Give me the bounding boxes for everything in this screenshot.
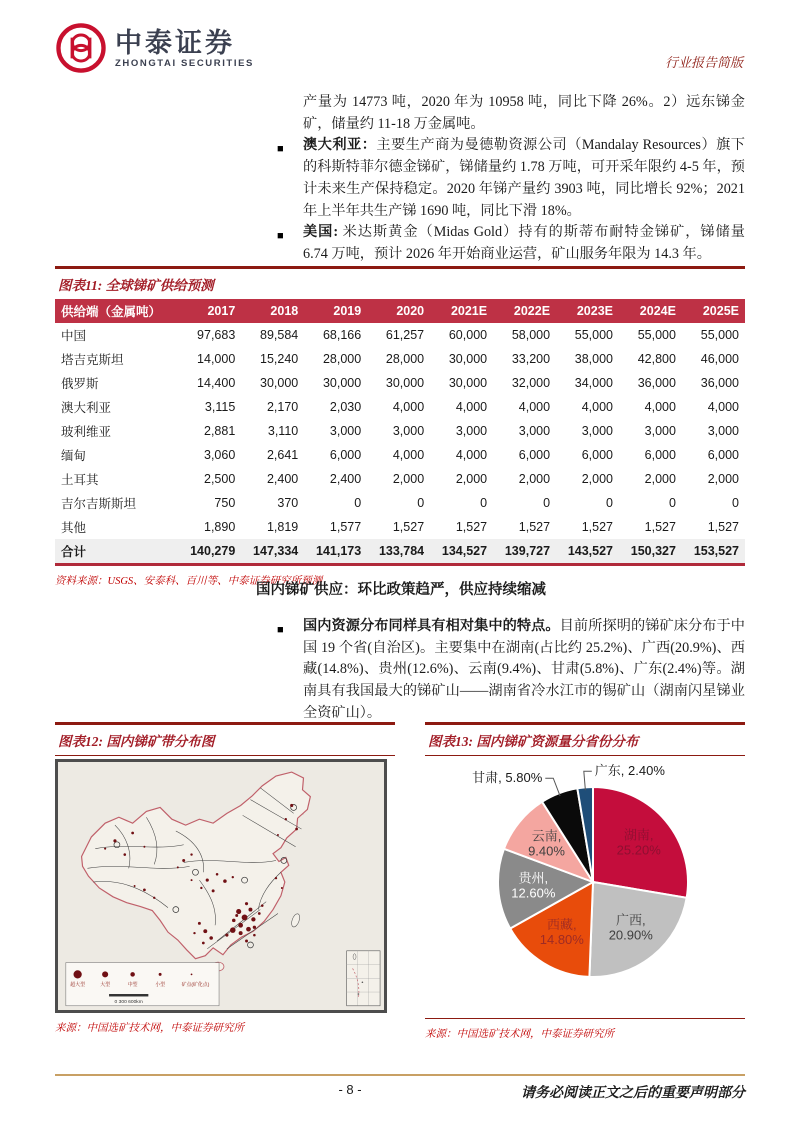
value-cell: 0	[354, 496, 362, 510]
value-cell: 153,527	[682, 539, 745, 563]
value-cell: 34,000	[574, 376, 613, 390]
value-cell: 30,000	[260, 376, 299, 390]
value-cell: 28,000	[385, 352, 425, 366]
section-heading: 国内锑矿供应：环比政策趋严，供应持续缩减	[256, 582, 546, 598]
figure12-source: 来源：中国选矿技术网，中泰证券研究所	[55, 1023, 244, 1034]
bullet-lead: 澳大利亚：	[303, 137, 377, 154]
supply-table-col-header: 2022E	[493, 299, 556, 323]
supply-table-col-header: 2021E	[430, 299, 493, 323]
bullet-text: 主要生产商为曼德勒资源公司（Mandalay Resources）旗下的科斯特菲尔德金锑矿，锑储量约 1.78 万吨，可开采年限约 4-5 年，预计未来生产保持稳定。2020 年锑产量约 3903 吨，同比增长 92%；2021 年上半年共生产锑 1690 吨，同比下滑 18%。	[303, 137, 745, 219]
figure13-source: 来源：中国选矿技术网，中泰证券研究所	[425, 1029, 614, 1040]
value-cell: 2,000	[644, 472, 676, 486]
pie-label-甘肃: 甘肃, 5.80%	[472, 770, 543, 786]
row-label-cell: 合计	[55, 539, 178, 563]
table-row	[55, 323, 745, 347]
value-cell: 4,000	[392, 448, 425, 462]
footer-disclaimer: 请务必阅读正文之后的重要声明部分	[521, 1086, 745, 1101]
value-cell: 3,060	[204, 448, 236, 462]
value-cell: 6,000	[644, 448, 676, 462]
value-cell: 1,527	[518, 520, 551, 534]
value-cell: 6,000	[707, 448, 739, 462]
value-cell: 133,784	[367, 539, 430, 563]
value-cell: 61,257	[385, 328, 425, 342]
value-cell: 0	[543, 496, 551, 510]
value-cell: 2,500	[204, 472, 236, 486]
map-legend-label: 矿点(矿化点)	[181, 983, 210, 989]
value-cell: 1,527	[707, 520, 739, 534]
map-sea-inset	[347, 951, 380, 1006]
map-legend-label: 中型	[127, 983, 138, 989]
value-cell: 6,000	[581, 448, 613, 462]
table-row	[55, 395, 745, 419]
row-label-cell: 俄罗斯	[61, 377, 99, 391]
value-cell: 1,527	[455, 520, 488, 534]
value-cell: 89,584	[260, 328, 299, 342]
value-cell: 3,000	[392, 424, 425, 438]
supply-table-col-header: 2019	[304, 299, 367, 323]
value-cell: 150,327	[619, 539, 682, 563]
value-cell: 2,400	[329, 472, 362, 486]
value-cell: 1,527	[644, 520, 676, 534]
value-cell: 97,683	[197, 328, 236, 342]
row-label-cell: 缅甸	[61, 449, 87, 463]
supply-table-col-header: 2017	[178, 299, 241, 323]
table-row	[55, 467, 745, 491]
value-cell: 2,881	[204, 424, 236, 438]
bullet-square-icon: ■	[277, 624, 284, 636]
bullet-square-icon: ■	[277, 230, 284, 243]
value-cell: 36,000	[700, 376, 739, 390]
bullet-square-icon: ■	[277, 143, 284, 156]
value-cell: 30,000	[448, 376, 488, 390]
value-cell: 2,000	[707, 472, 739, 486]
value-cell: 3,000	[644, 424, 676, 438]
table-row	[55, 419, 745, 443]
value-cell: 4,000	[644, 400, 676, 414]
value-cell: 2,000	[392, 472, 425, 486]
value-cell: 0	[480, 496, 488, 510]
value-cell: 3,000	[329, 424, 362, 438]
table-row	[55, 539, 745, 563]
value-cell: 38,000	[574, 352, 613, 366]
value-cell: 30,000	[448, 352, 488, 366]
intro-text-block	[277, 92, 745, 266]
bullet-lead: 美国:	[303, 224, 343, 241]
brand-name-en: ZHONGTAI SECURITIES	[115, 57, 254, 69]
bullet-lead: 国内资源分布同样具有相对集中的特点。	[303, 618, 560, 634]
value-cell: 55,000	[574, 328, 613, 342]
value-cell: 0	[606, 496, 613, 510]
value-cell: 33,200	[511, 352, 551, 366]
pie-label-云南: 云南, 9.40%	[528, 828, 565, 859]
value-cell: 2,170	[266, 400, 299, 414]
value-cell: 1,527	[392, 520, 425, 534]
china-map-image	[58, 762, 384, 1010]
figure13-pie-block	[425, 722, 745, 1041]
figure11-title: 图表11: 全球锑矿供给预测	[55, 266, 745, 299]
value-cell: 55,000	[700, 328, 739, 342]
pie-label-广东: 广东, 2.40%	[594, 763, 665, 779]
value-cell: 14,000	[197, 352, 236, 366]
value-cell: 4,000	[707, 400, 739, 414]
value-cell: 0	[669, 496, 676, 510]
table-row	[55, 347, 745, 371]
map-legend-label: 小型	[155, 983, 166, 989]
row-label-cell: 吉尔吉斯斯坦	[61, 497, 137, 511]
value-cell: 4,000	[581, 400, 613, 414]
value-cell: 6,000	[329, 448, 362, 462]
figure12-title: 图表12: 国内锑矿带分布图	[55, 722, 395, 756]
value-cell: 28,000	[322, 352, 362, 366]
supply-table-header-row	[55, 299, 745, 323]
value-cell: 4,000	[392, 400, 425, 414]
value-cell: 55,000	[637, 328, 676, 342]
report-type-label: 行业报告简版	[664, 55, 743, 70]
value-cell: 3,110	[267, 424, 299, 438]
bullet-text: 米达斯黄金（Midas Gold）持有的斯蒂布耐特金锑矿，锑储量 6.74 万吨，预计 2026 年开始商业运营，矿山服务年限为 14.3 年。	[303, 224, 745, 262]
value-cell: 36,000	[637, 376, 676, 390]
province-share-pie-chart	[425, 758, 745, 1016]
supply-table-col-header: 供给端（金属吨）	[55, 299, 178, 323]
figure11-supply-table-block	[55, 266, 745, 588]
map-legend-label: 大型	[100, 983, 111, 989]
pie-label-广西: 广西, 20.90%	[608, 912, 653, 943]
map-scale-label: 0 300 600km	[114, 999, 143, 1005]
value-cell: 58,000	[511, 328, 551, 342]
value-cell: 4,000	[455, 448, 488, 462]
table-row	[55, 515, 745, 539]
pie-label-西藏: 西藏, 14.80%	[539, 917, 584, 948]
value-cell: 140,279	[178, 539, 241, 563]
value-cell: 370	[277, 496, 299, 510]
value-cell: 6,000	[518, 448, 551, 462]
value-cell: 60,000	[448, 328, 488, 342]
table-row	[55, 371, 745, 395]
figure12-map-block	[55, 722, 395, 1035]
value-cell: 4,000	[455, 400, 488, 414]
value-cell: 2,400	[266, 472, 299, 486]
value-cell: 3,000	[455, 424, 488, 438]
value-cell: 68,166	[322, 328, 362, 342]
footer-divider	[55, 1074, 745, 1076]
pie-label-贵州: 贵州, 12.60%	[511, 870, 556, 901]
china-antimony-map	[55, 759, 387, 1013]
bullet-domestic-distribution	[277, 616, 745, 725]
zhongtai-logo-icon	[55, 22, 107, 74]
supply-table-col-header: 2018	[241, 299, 304, 323]
row-label-cell: 塔吉克斯坦	[61, 353, 124, 367]
value-cell: 2,030	[329, 400, 362, 414]
supply-table-col-header: 2023E	[556, 299, 619, 323]
value-cell: 42,800	[637, 352, 676, 366]
value-cell: 0	[732, 496, 739, 510]
value-cell: 2,000	[581, 472, 613, 486]
row-label-cell: 澳大利亚	[61, 401, 112, 415]
value-cell: 14,400	[197, 376, 236, 390]
value-cell: 3,000	[518, 424, 551, 438]
value-cell: 1,890	[204, 520, 236, 534]
pie-label-湖南: 湖南, 25.20%	[616, 827, 661, 858]
supply-table-col-header: 2025E	[682, 299, 745, 323]
row-label-cell: 其他	[61, 521, 87, 535]
value-cell: 143,527	[556, 539, 619, 563]
supply-table-col-header: 2020	[367, 299, 430, 323]
value-cell: 4,000	[518, 400, 551, 414]
brand-name-cn: 中泰证券	[115, 27, 235, 58]
row-label-cell: 玻利维亚	[61, 425, 112, 439]
bullet-text: 目前所探明的锑矿床分布于中国 19 个省(自治区)。主要集中在湖南(占比约 25.2%)、广西(20.9%)、西藏(14.8%)、贵州(12.6%)、云南(9.4%)、甘肃(5.8%)、广东(2.4%)等。湖南具有我国最大的锑矿山——湖南省冷水江市的锡矿山（湖南闪星锑业全资矿山）。	[303, 618, 745, 721]
supply-table	[55, 299, 745, 563]
bullet-usa	[277, 222, 745, 265]
row-label-cell: 中国	[61, 329, 87, 343]
value-cell: 15,240	[260, 352, 299, 366]
value-cell: 147,334	[241, 539, 304, 563]
supply-table-col-header: 2024E	[619, 299, 682, 323]
table-row	[55, 443, 745, 467]
brand-logo	[55, 22, 254, 74]
value-cell: 2,641	[266, 448, 299, 462]
bullet-australia	[277, 135, 745, 222]
value-cell: 3,000	[581, 424, 613, 438]
page-number: - 8 -	[338, 1082, 362, 1097]
value-cell: 1,527	[581, 520, 613, 534]
map-legend-label: 超大型	[70, 983, 85, 989]
value-cell: 1,819	[266, 520, 299, 534]
figure13-title: 图表13: 国内锑矿资源量分省份分布	[425, 722, 745, 756]
value-cell: 3,000	[707, 424, 739, 438]
paragraph-continuation: 产量为 14773 吨，2020 年为 10958 吨，同比下降 26%。2）远东锑金矿，储量约 11-18 万金属吨。	[303, 94, 745, 132]
value-cell: 750	[214, 496, 236, 510]
value-cell: 141,173	[304, 539, 367, 563]
value-cell: 2,000	[518, 472, 551, 486]
value-cell: 1,577	[329, 520, 362, 534]
table-row	[55, 491, 745, 515]
figure11-source: 资料来源：USGS、安泰科、百川等、中泰证券研究所预测	[55, 576, 323, 587]
value-cell: 2,000	[455, 472, 488, 486]
value-cell: 0	[417, 496, 425, 510]
value-cell: 139,727	[493, 539, 556, 563]
map-legend	[66, 963, 219, 1006]
row-label-cell: 土耳其	[61, 473, 99, 487]
value-cell: 46,000	[700, 352, 739, 366]
value-cell: 30,000	[322, 376, 362, 390]
value-cell: 134,527	[430, 539, 493, 563]
value-cell: 3,115	[204, 400, 236, 414]
value-cell: 30,000	[385, 376, 425, 390]
value-cell: 32,000	[511, 376, 551, 390]
